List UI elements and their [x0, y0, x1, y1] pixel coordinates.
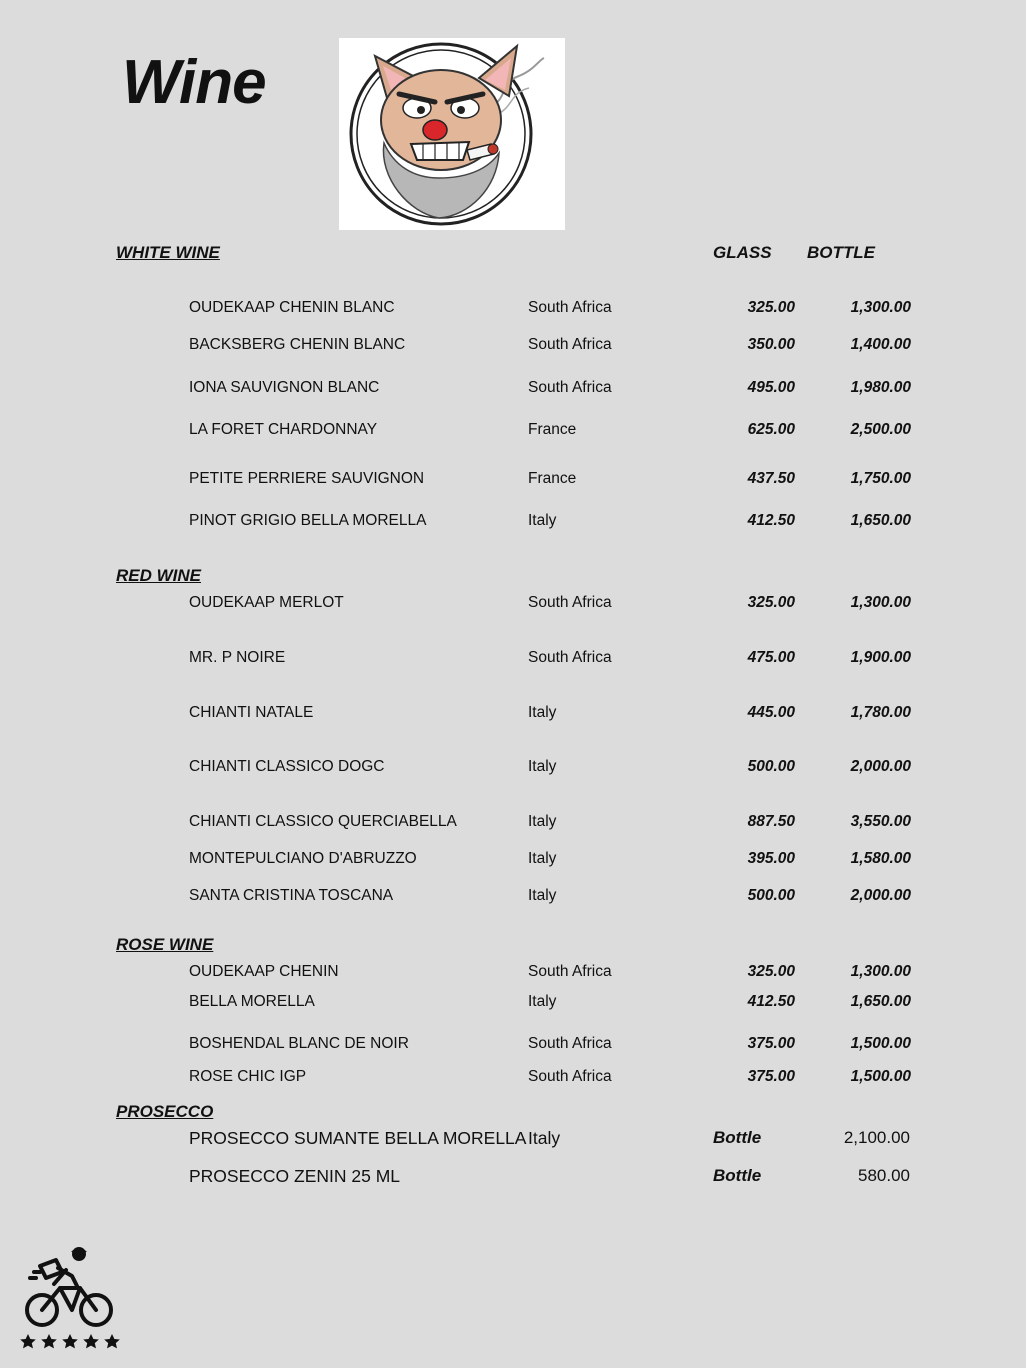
wine-country: France — [528, 421, 577, 438]
bottle-price: 1,650.00 — [850, 512, 911, 529]
list-item — [0, 1033, 1026, 1055]
glass-price: 325.00 — [747, 299, 795, 316]
section-heading-red-wine: RED WINE — [116, 566, 201, 585]
serving-label: Bottle — [713, 1128, 762, 1147]
glass-price: 325.00 — [747, 594, 795, 611]
list-item — [0, 647, 1026, 669]
list-item — [0, 1066, 1026, 1088]
list-item — [0, 419, 1026, 441]
wine-name: PETITE PERRIERE SAUVIGNON — [189, 470, 425, 487]
list-item — [0, 961, 1026, 983]
serving-label: Bottle — [713, 1166, 762, 1185]
wine-name: MONTEPULCIANO D'ABRUZZO — [189, 850, 417, 867]
list-item — [0, 848, 1026, 870]
glass-price: 395.00 — [747, 850, 795, 867]
list-item — [0, 1165, 1026, 1187]
bottle-price: 1,300.00 — [850, 963, 911, 980]
bottle-price: 1,980.00 — [850, 379, 911, 396]
section-heading-rose-wine: ROSE WINE — [116, 935, 214, 954]
glass-column-header: GLASS — [713, 243, 772, 262]
wine-country: France — [528, 470, 577, 487]
glass-price: 412.50 — [747, 993, 795, 1010]
wine-name: CHIANTI NATALE — [189, 704, 314, 721]
bottle-price: 1,650.00 — [850, 993, 911, 1010]
wine-country: South Africa — [528, 594, 612, 611]
bottle-price: 1,300.00 — [850, 594, 911, 611]
wine-country: Italy — [528, 813, 557, 830]
wine-name: PINOT GRIGIO BELLA MORELLA — [189, 512, 427, 529]
wine-country: Italy — [528, 887, 557, 904]
wine-country: South Africa — [528, 963, 612, 980]
glass-price: 350.00 — [747, 336, 795, 353]
glass-price: 375.00 — [747, 1068, 795, 1085]
wine-country: Italy — [528, 704, 557, 721]
list-item — [0, 885, 1026, 907]
wine-country: Italy — [528, 758, 557, 775]
page-title: Wine — [122, 48, 266, 117]
list-item — [0, 702, 1026, 724]
list-item — [0, 1127, 1026, 1149]
wine-country: South Africa — [528, 336, 612, 353]
wine-name: OUDEKAAP MERLOT — [189, 594, 344, 611]
list-item — [0, 377, 1026, 399]
glass-price: 445.00 — [747, 704, 795, 721]
bottle-price: 3,550.00 — [850, 813, 911, 830]
wine-country: South Africa — [528, 1035, 612, 1052]
bottle-price: 580.00 — [858, 1166, 910, 1185]
bottle-price: 1,400.00 — [850, 336, 911, 353]
wine-country: South Africa — [528, 1068, 612, 1085]
section-heading-white-wine: WHITE WINE — [116, 243, 220, 262]
bottle-price: 1,500.00 — [850, 1035, 911, 1052]
wine-name: PROSECCO SUMANTE BELLA MORELLA — [189, 1128, 527, 1148]
wine-name: OUDEKAAP CHENIN — [189, 963, 339, 980]
wine-country: Italy — [528, 993, 557, 1010]
bottle-column-header: BOTTLE — [807, 243, 875, 262]
wine-country: Italy — [528, 1128, 561, 1148]
wine-country: South Africa — [528, 299, 612, 316]
glass-price: 887.50 — [747, 813, 795, 830]
glass-price: 495.00 — [747, 379, 795, 396]
list-item — [0, 811, 1026, 833]
delivery-bike-icon — [18, 1244, 124, 1352]
wine-name: BOSHENDAL BLANC DE NOIR — [189, 1035, 409, 1052]
glass-price: 475.00 — [747, 649, 795, 666]
bottle-price: 1,300.00 — [850, 299, 911, 316]
list-item — [0, 297, 1026, 319]
wine-name: PROSECCO ZENIN 25 ML — [189, 1166, 401, 1186]
wine-country: South Africa — [528, 649, 612, 666]
bottle-price: 1,900.00 — [850, 649, 911, 666]
angry-cat-logo — [339, 38, 565, 230]
list-item — [0, 756, 1026, 778]
bottle-price: 1,500.00 — [850, 1068, 911, 1085]
bottle-price: 1,580.00 — [850, 850, 911, 867]
wine-name: BELLA MORELLA — [189, 993, 315, 1010]
wine-name: OUDEKAAP CHENIN BLANC — [189, 299, 395, 316]
glass-price: 500.00 — [747, 758, 795, 775]
wine-name: CHIANTI CLASSICO QUERCIABELLA — [189, 813, 457, 830]
wine-name: BACKSBERG CHENIN BLANC — [189, 336, 406, 353]
list-item — [0, 991, 1026, 1013]
bottle-price: 2,000.00 — [850, 758, 911, 775]
glass-price: 500.00 — [747, 887, 795, 904]
bottle-price: 1,780.00 — [850, 704, 911, 721]
bottle-price: 2,500.00 — [850, 421, 911, 438]
bottle-price: 1,750.00 — [850, 470, 911, 487]
wine-name: SANTA CRISTINA TOSCANA — [189, 887, 394, 904]
wine-name: CHIANTI CLASSICO DOGC — [189, 758, 385, 775]
list-item — [0, 510, 1026, 532]
wine-country: South Africa — [528, 379, 612, 396]
glass-price: 625.00 — [747, 421, 795, 438]
bottle-price: 2,000.00 — [850, 887, 911, 904]
list-item — [0, 468, 1026, 490]
wine-country: Italy — [528, 512, 557, 529]
glass-price: 437.50 — [747, 470, 795, 487]
list-item — [0, 592, 1026, 614]
wine-name: LA FORET CHARDONNAY — [189, 421, 378, 438]
wine-country: Italy — [528, 850, 557, 867]
wine-name: MR. P NOIRE — [189, 649, 286, 666]
list-item — [0, 334, 1026, 356]
wine-name: IONA SAUVIGNON BLANC — [189, 379, 380, 396]
bottle-price: 2,100.00 — [843, 1128, 910, 1147]
section-heading-prosecco: PROSECCO — [116, 1102, 214, 1121]
glass-price: 375.00 — [747, 1035, 795, 1052]
glass-price: 325.00 — [747, 963, 795, 980]
glass-price: 412.50 — [747, 512, 795, 529]
wine-name: ROSE CHIC IGP — [189, 1068, 307, 1085]
